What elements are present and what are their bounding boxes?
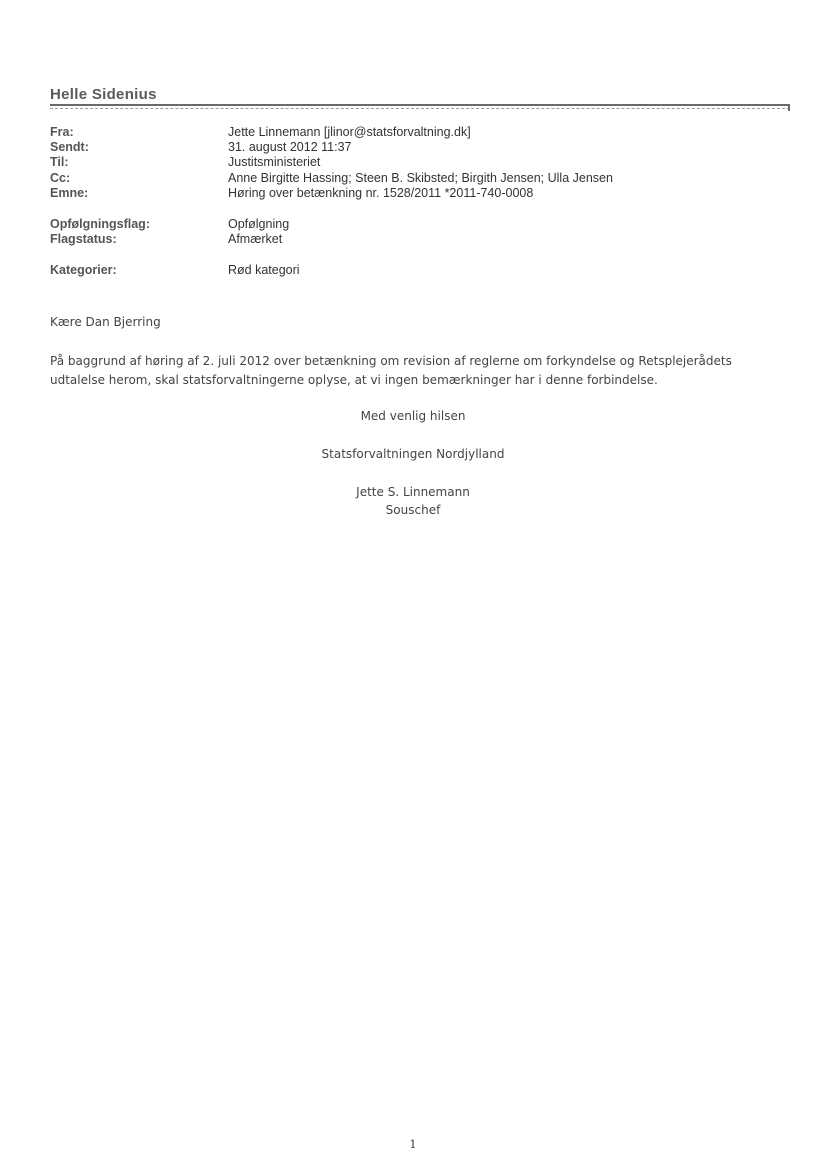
email-signer-name: Jette S. Linnemann <box>356 485 470 499</box>
meta-value-sent: 31. august 2012 11:37 <box>228 140 352 154</box>
email-signer-title: Souschef <box>385 503 441 517</box>
meta-value-subject: Høring over betænkning nr. 1528/2011 *2011-740-0008 <box>228 186 534 200</box>
meta-row-sent <box>50 140 750 156</box>
meta-row-followup-flag <box>50 217 750 233</box>
meta-row-to <box>50 155 750 171</box>
email-organization: Statsforvaltningen Nordjylland <box>321 447 505 461</box>
meta-value-followup-flag: Opfølgning <box>228 217 290 231</box>
meta-value-from: Jette Linnemann [jlinor@statsforvaltning.dk] <box>228 125 471 139</box>
meta-label-from: Fra: <box>50 125 74 139</box>
header-rule <box>50 104 790 106</box>
meta-row-subject <box>50 186 750 202</box>
meta-value-cc: Anne Birgitte Hassing; Steen B. Skibsted; Birgith Jensen; Ulla Jensen <box>228 171 613 185</box>
email-greeting: Kære Dan Bjerring <box>50 315 161 329</box>
email-paragraph-line-1: På baggrund af høring af 2. juli 2012 over betænkning om revision af reglerne om forkyndelse og Retsplejerådets <box>50 354 732 368</box>
meta-row-from <box>50 125 750 141</box>
meta-label-cc: Cc: <box>50 171 71 185</box>
meta-row-flag-status <box>50 232 750 248</box>
meta-label-sent: Sendt: <box>50 140 89 154</box>
page-number: 1 <box>409 1138 417 1151</box>
meta-label-categories: Kategorier: <box>50 263 117 277</box>
header-rule-end-tick <box>788 104 790 111</box>
meta-label-to: Til: <box>50 155 69 169</box>
meta-label-subject: Emne: <box>50 186 89 200</box>
email-paragraph-line-2: udtalelse herom, skal statsforvaltningerne oplyse, at vi ingen bemærkninger har i denne forbindelse. <box>50 373 658 387</box>
meta-value-to: Justitsministeriet <box>228 155 321 169</box>
meta-label-followup-flag: Opfølgningsflag: <box>50 217 150 231</box>
header-rule-secondary <box>50 108 790 109</box>
meta-row-categories <box>50 263 750 279</box>
meta-value-categories: Rød kategori <box>228 263 300 277</box>
email-paragraph <box>50 352 770 390</box>
email-closing: Med venlig hilsen <box>360 409 466 423</box>
mailbox-owner-name: Helle Sidenius <box>50 86 157 103</box>
meta-value-flag-status: Afmærket <box>228 232 283 246</box>
meta-row-cc <box>50 171 750 187</box>
meta-label-flag-status: Flagstatus: <box>50 232 117 246</box>
